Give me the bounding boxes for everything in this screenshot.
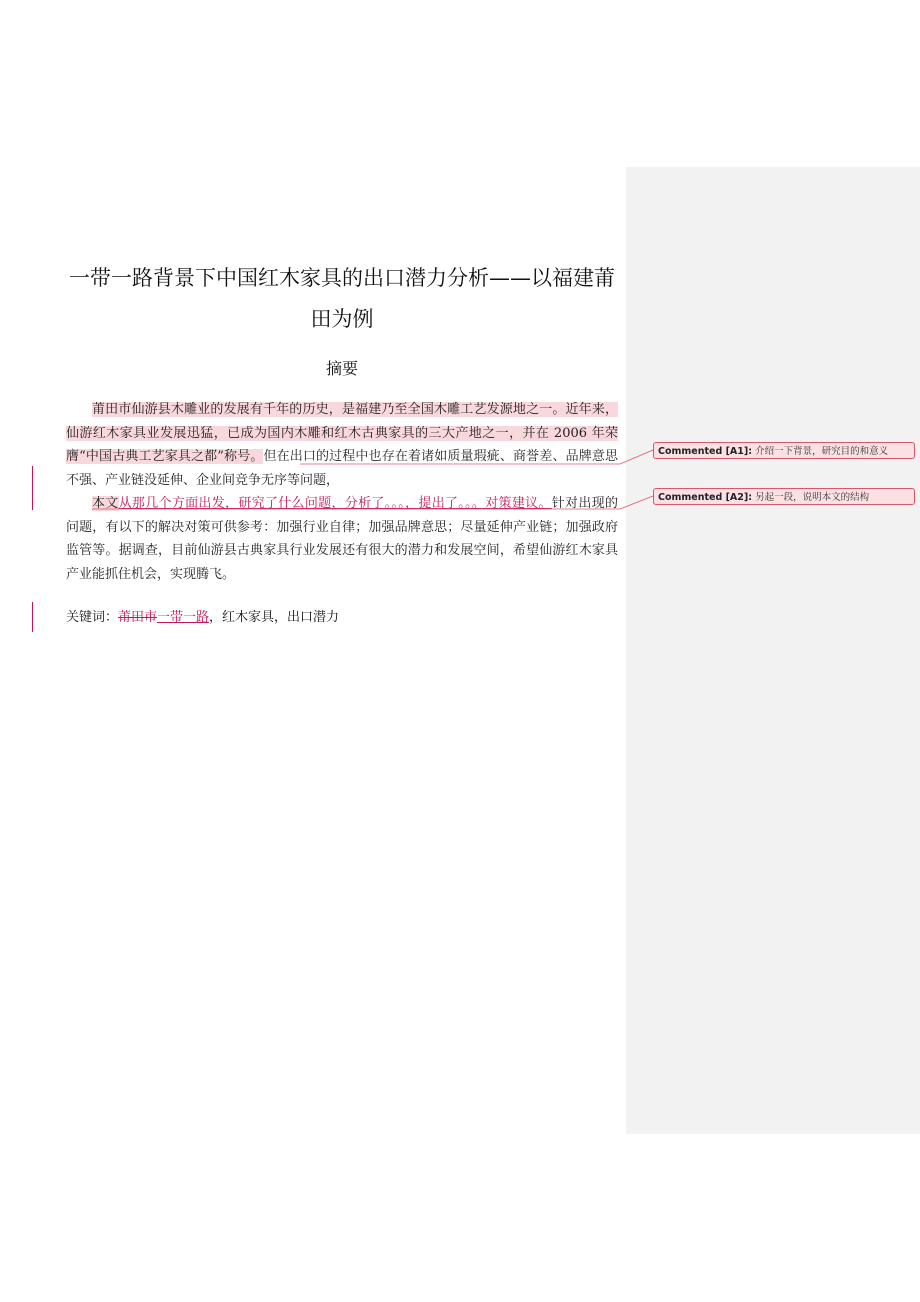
paragraph-2-text: 针对出现的问题，有以下的解决对策可供参考：加强行业自律；加强品牌意思；尽量延伸产业链；加强政府监管等。据调查，目前仙游县古典家具行业发展还有很大的潜力和发展空间，希望仙游红木家具产业能抓住机会，实现腾飞。	[66, 496, 618, 582]
comment-a2[interactable]	[653, 488, 915, 505]
comment-a2-text: 另起一段，说明本文的结构	[755, 492, 870, 503]
inserted-revision-text[interactable]: 从那几个方面出发，研究了什么问题，分析了。。。，提出了。。。对策建议。	[118, 496, 552, 511]
keywords-label: 关键词：	[66, 610, 119, 625]
commented-text-a1[interactable]: 莆田市仙游县木雕业的发展有千年的历史，是福建乃至全国木雕工艺发源地之一。近年来，仙游红木家具业发展迅猛，已成为国内木雕和红木古典家具的三大产地之一，并在 2006 年荣膺“中国古典工艺家具之都”称号。	[66, 402, 618, 464]
abstract-heading: 摘要	[325, 359, 358, 378]
deleted-keyword[interactable]: 莆田市	[118, 610, 158, 625]
comment-a1-text: 介绍一下背景，研究目的和意义	[755, 446, 889, 457]
comment-a2-tag: Commented [A2]:	[658, 492, 753, 503]
inserted-keyword[interactable]: 一带一路	[157, 610, 210, 625]
connector-a2	[92, 496, 653, 509]
paragraph-1-text: 但在出口的过程中也存在着诸如质量瑕疵、商誉差、品牌意思不强、产业链没延伸、企业间竞争无序等问题，	[66, 449, 618, 488]
connector-a1	[300, 450, 653, 464]
commented-text-a2[interactable]: 本文	[92, 496, 119, 511]
comment-a1-tag: Commented [A1]:	[658, 446, 753, 457]
keywords-list: ，红木家具，出口潜力	[209, 610, 340, 625]
comment-a1[interactable]	[653, 442, 915, 459]
title-line-2: 田为例	[310, 307, 374, 331]
title-line-1: 一带一路背景下中国红木家具的出口潜力分析——以福建莆	[69, 266, 615, 290]
